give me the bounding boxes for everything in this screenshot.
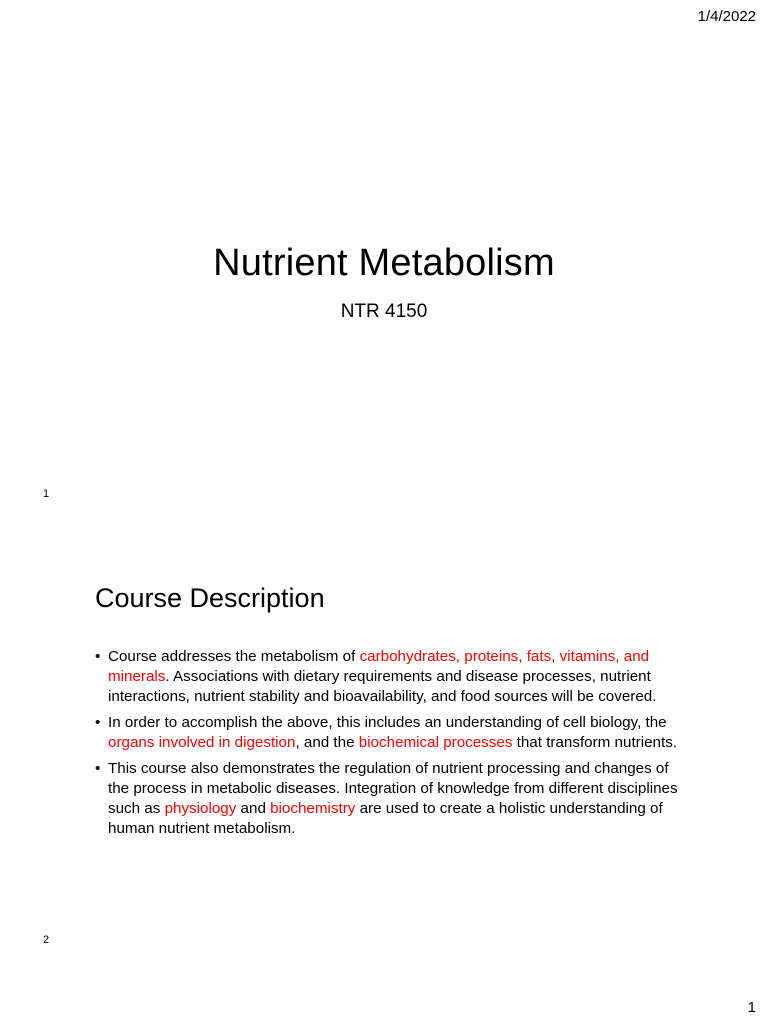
bullet-text: , and the [295,734,359,751]
bullet-text: . Associations with dietary requirements and disease processes, nutrient interactions, nutrient stability and bioavailability, and food sources will be covered. [108,668,657,705]
page-number: 1 [747,999,756,1016]
page-date: 1/4/2022 [697,8,756,25]
slide-title: Course Description [95,583,325,613]
bullet-list [95,647,685,845]
highlighted-term: carbohydrates, proteins, fats, vitamins, and minerals [108,648,650,685]
bullet-text: that transform nutrients. [512,734,678,751]
slide-number: 2 [43,934,50,946]
bullet-icon: • [95,760,101,777]
highlighted-term: physiology [164,800,237,817]
bullet-text: are used to create a holistic understanding of human nutrient metabolism. [108,800,663,837]
bullet-icon: • [95,648,101,665]
bullet-item [95,647,685,707]
bullet-icon: • [95,714,101,731]
slide-title: Nutrient Metabolism [213,242,555,284]
highlighted-term: biochemistry [270,800,356,817]
bullet-text: Course addresses the metabolism of [108,648,360,665]
bullet-text: In order to accomplish the above, this includes an understanding of cell biology, the [108,714,667,731]
highlighted-term: organs involved in digestion [108,734,296,751]
slide-subtitle: NTR 4150 [340,301,428,322]
bullet-item [95,713,685,753]
slide-number: 1 [43,488,50,500]
bullet-text: and [236,800,271,817]
bullet-item [95,759,685,839]
bullet-text: This course also demonstrates the regulation of nutrient processing and changes of the process in metabolic diseases. Integration of knowledge from different disciplines such as [108,760,678,817]
highlighted-term: biochemical processes [358,734,513,751]
